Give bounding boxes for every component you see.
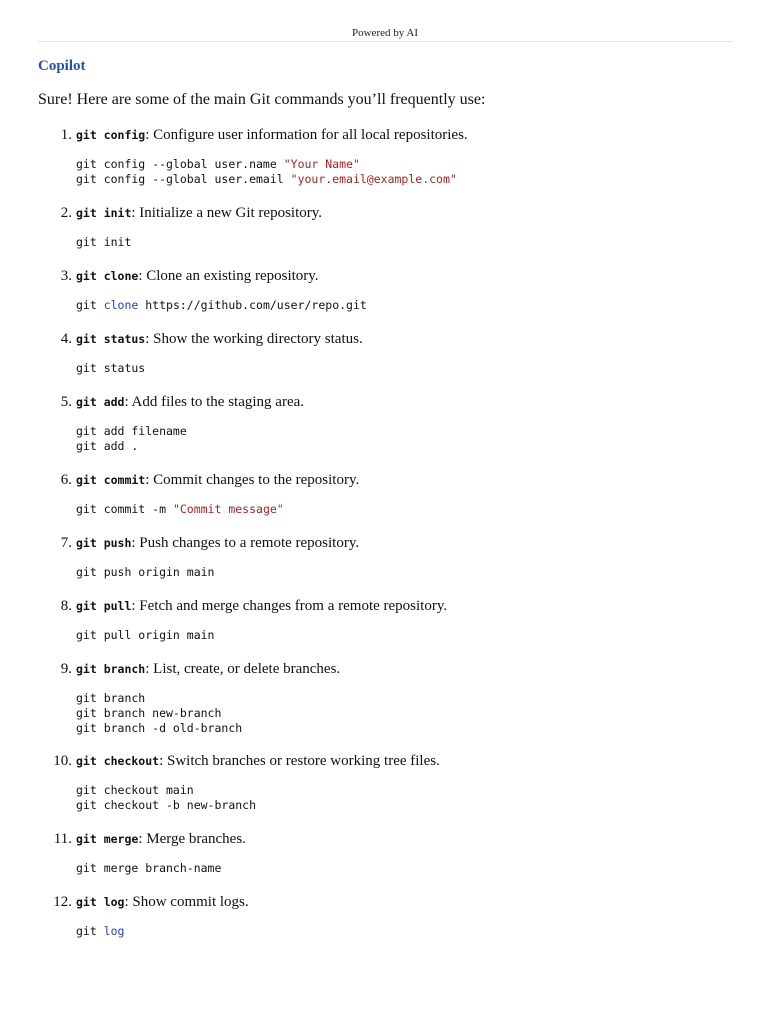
code-line [76, 691, 242, 706]
command-heading [0, 533, 740, 553]
command-line [76, 829, 246, 849]
command-description: : Fetch and merge changes from a remote repository. [131, 598, 448, 614]
code-string: "Your Name" [283, 157, 360, 171]
code-line [76, 783, 256, 798]
code-line [76, 424, 187, 439]
list-item [0, 125, 740, 186]
command-description: : Clone an existing repository. [138, 268, 319, 284]
code-line [76, 721, 242, 736]
code-keyword: clone [103, 298, 139, 312]
code-line [76, 298, 367, 313]
command-heading [0, 266, 740, 286]
command-heading [0, 892, 740, 912]
command-name: git log [76, 895, 125, 909]
item-number: 8. [60, 598, 72, 614]
item-number: 6. [60, 472, 72, 488]
command-line [76, 203, 322, 223]
item-number: 5. [60, 394, 72, 410]
code-text: git [76, 298, 104, 312]
code-string: "Commit message" [172, 502, 284, 516]
code-line [76, 172, 457, 187]
code-text: git checkout main [76, 783, 194, 797]
list-item [0, 829, 740, 875]
intro-text: Sure! Here are some of the main Git commands you’ll frequently use: [38, 91, 486, 108]
code-text: git branch new-branch [76, 706, 222, 720]
code-line [76, 861, 221, 876]
code-text: git add . [76, 439, 139, 453]
code-block [76, 861, 221, 876]
code-keyword: log [103, 924, 125, 938]
list-item [0, 892, 740, 938]
command-name: git merge [76, 832, 139, 846]
code-block [76, 691, 242, 736]
command-name: git commit [76, 473, 146, 487]
list-item [0, 751, 740, 812]
code-text: git merge branch-name [76, 861, 222, 875]
code-line [76, 157, 457, 172]
code-line [76, 706, 242, 721]
code-block [76, 628, 214, 643]
code-text: git [76, 924, 104, 938]
code-line [76, 502, 284, 517]
command-line [76, 470, 359, 490]
list-item [0, 329, 740, 375]
code-line [76, 439, 187, 454]
command-name: git init [76, 206, 132, 220]
copilot-title: Copilot [38, 58, 86, 74]
code-line [76, 924, 124, 939]
command-line [76, 659, 340, 679]
item-number: 1. [60, 127, 72, 143]
command-name: git add [76, 395, 125, 409]
code-text: git branch [76, 691, 146, 705]
command-line [76, 533, 359, 553]
code-line [76, 565, 214, 580]
command-description: : Show commit logs. [124, 894, 249, 910]
command-description: : Merge branches. [138, 831, 246, 847]
list-item [0, 392, 740, 453]
code-line [76, 798, 256, 813]
code-text: git branch -d old-branch [76, 721, 243, 735]
code-text: https://github.com/user/repo.git [138, 298, 367, 312]
list-item [0, 203, 740, 249]
command-description: : List, create, or delete branches. [145, 661, 341, 677]
list-item [0, 266, 740, 312]
command-heading [0, 596, 740, 616]
command-heading [0, 392, 740, 412]
item-number: 10. [53, 753, 72, 769]
command-line [76, 596, 447, 616]
item-number: 9. [60, 661, 72, 677]
command-description: : Initialize a new Git repository. [131, 205, 323, 221]
list-item [0, 659, 740, 735]
command-heading [0, 751, 740, 771]
code-text: git init [76, 235, 132, 249]
list-item [0, 533, 740, 579]
code-block [76, 783, 256, 813]
code-text: git pull origin main [76, 628, 215, 642]
code-line [76, 628, 214, 643]
command-line [76, 751, 440, 771]
command-description: : Configure user information for all local repositories. [145, 127, 468, 143]
command-heading [0, 203, 740, 223]
list-item [0, 596, 740, 642]
command-line [76, 329, 363, 349]
code-block [76, 924, 124, 939]
list-item [0, 470, 740, 516]
item-number: 11. [53, 831, 72, 847]
command-description: : Commit changes to the repository. [145, 472, 360, 488]
command-heading [0, 659, 740, 679]
code-block [76, 502, 284, 517]
command-heading [0, 125, 740, 145]
command-description: : Add files to the staging area. [124, 394, 305, 410]
command-name: git pull [76, 599, 132, 613]
code-block [76, 235, 131, 250]
code-block [76, 424, 187, 454]
code-block [76, 298, 367, 313]
command-description: : Switch branches or restore working tree files. [159, 753, 440, 769]
item-number: 4. [60, 331, 72, 347]
code-block [76, 565, 214, 580]
command-name: git status [76, 332, 146, 346]
command-heading [0, 329, 740, 349]
command-description: : Show the working directory status. [145, 331, 363, 347]
code-line [76, 235, 131, 250]
code-text: git add filename [76, 424, 187, 438]
command-name: git branch [76, 662, 146, 676]
code-text: git commit -m [76, 502, 173, 516]
code-string: "your.email@example.com" [290, 172, 457, 186]
command-description: : Push changes to a remote repository. [131, 535, 360, 551]
code-block [76, 361, 145, 376]
item-number: 2. [60, 205, 72, 221]
item-number: 3. [60, 268, 72, 284]
command-name: git checkout [76, 754, 160, 768]
code-block [76, 157, 457, 187]
command-line [76, 392, 304, 412]
command-line [76, 892, 249, 912]
item-number: 12. [53, 894, 72, 910]
command-name: git config [76, 128, 146, 142]
item-number: 7. [60, 535, 72, 551]
code-text: git checkout -b new-branch [76, 798, 257, 812]
command-line [76, 266, 319, 286]
command-heading [0, 829, 740, 849]
code-text: git push origin main [76, 565, 215, 579]
command-line [76, 125, 468, 145]
code-text: git config --global user.name [76, 157, 284, 171]
code-line [76, 361, 145, 376]
powered-by-label: Powered by AI [352, 27, 418, 39]
code-text: git config --global user.email [76, 172, 291, 186]
code-text: git status [76, 361, 146, 375]
command-name: git push [76, 536, 132, 550]
command-name: git clone [76, 269, 139, 283]
command-heading [0, 470, 740, 490]
